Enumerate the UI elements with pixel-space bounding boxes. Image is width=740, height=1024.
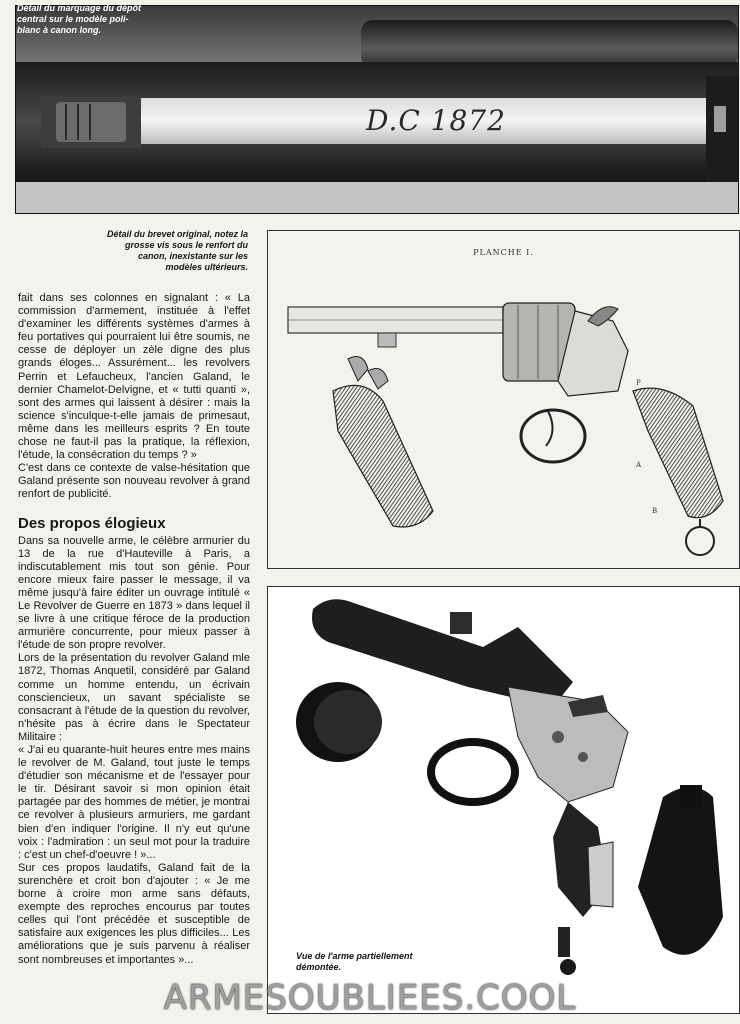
article-paragraph: C'est dans ce contexte de valse-hésitation que Galand présente son nouveau revolver à grand renfort de publicité. xyxy=(18,462,250,501)
article-paragraph: « J'ai eu quarante-huit heures entre mes mains le revolver de M. Galand, tout juste le temps d'étudier son mécanisme et de l'essayer pour le tir. Désirant savoir si mon opinion était partagée par des hommes de métier, je montrai ce revolver à plusieurs armuriers, me gardant bien d'en indiquer l'origine. Il n'y eut qu'une voix : l'admiration : un seul mot pour la traduire : c'est un chef-d'oeuvre ! »... xyxy=(18,744,250,861)
article-paragraph: Lors de la présentation du revolver Galand mle 1872, Thomas Anquetil, considéré par Galand comme un homme entendu, un écrivain consciencieux, un savant spécialiste se consacrant à l'étude de la question du revolver, n'hésite pas à écrire dans le Spectateur Militaire : xyxy=(18,652,250,743)
disassembled-revolver-photo xyxy=(267,586,740,1014)
revolver-engraving xyxy=(268,231,739,568)
plate-letter-a: A xyxy=(636,461,642,469)
disassembled-revolver-illustration xyxy=(268,587,739,1013)
plate-title: PLANCHE I. xyxy=(473,248,534,257)
barrel-marking-photo xyxy=(15,5,739,214)
patent-plate xyxy=(267,230,740,569)
plate-letter-p: P xyxy=(636,379,641,387)
caption-patent: Détail du brevet original, notez la grosse vis sous le renfort du canon, inexistante sur les modèles ultérieurs. xyxy=(106,229,248,272)
article-paragraph: fait dans ses colonnes en signalant : « La commission d'armement, instituée à l'effet d'examiner les différents systèmes d'armes à feu portatives qui pourraient lui être soumis, ne cesse de déployer un zèle digne des plus grands éloges... Assurément... les revolvers Perrin et Lefaucheux, l'ancien Galand, le dernier Chamelot-Delvigne, et « tutti quanti », sont des armes qui laissent à désirer : mais la science s'inculque-t-elle jamais de primesaut, même dans les meilleurs esprits ? En toute chose ne faut-il pas la pratique, la réflexion, l'étude, la consécration du temps ? » xyxy=(18,292,250,462)
site-watermark: ARMESOUBLIEES.COOL xyxy=(163,978,577,1018)
article-paragraph: Dans sa nouvelle arme, le célèbre armurier du 13 de la rue d'Hauteville à Paris, a indiscutablement mis tout son génie. Pour encore mieux faire passer le message, il va même jusqu'à faire éditer un ouvrage intitulé « Le Revolver de Guerre en 1873 » dans lequel il se livre à une critique féroce de la production armurière concurrente, pour mieux passer à l'étude de son propre revolver. xyxy=(18,534,250,652)
section-heading: Des propos élogieux xyxy=(18,514,166,532)
stamp-marking: D.C 1872 xyxy=(366,104,506,137)
caption-bottom: Vue de l'arme partiellement démontée. xyxy=(296,951,413,972)
article-paragraph: Sur ces propos laudatifs, Galand fait de la surenchère et croit bon d'ajouter : « Je me borne à croire mon arme sans défauts, exempte des reproches encourus par toutes celles qui l'ont précédée et susceptible de satisfaire aux exigences les plus difficiles... Les améliorations que je suis parvenu à réaliser sont nombreuses et importantes »... xyxy=(18,861,250,966)
plate-letter-b: B xyxy=(652,507,658,515)
caption-top: Détail du marquage du dépôt central sur le modèle poli-blanc à canon long. xyxy=(17,3,142,35)
article-column xyxy=(18,292,250,967)
